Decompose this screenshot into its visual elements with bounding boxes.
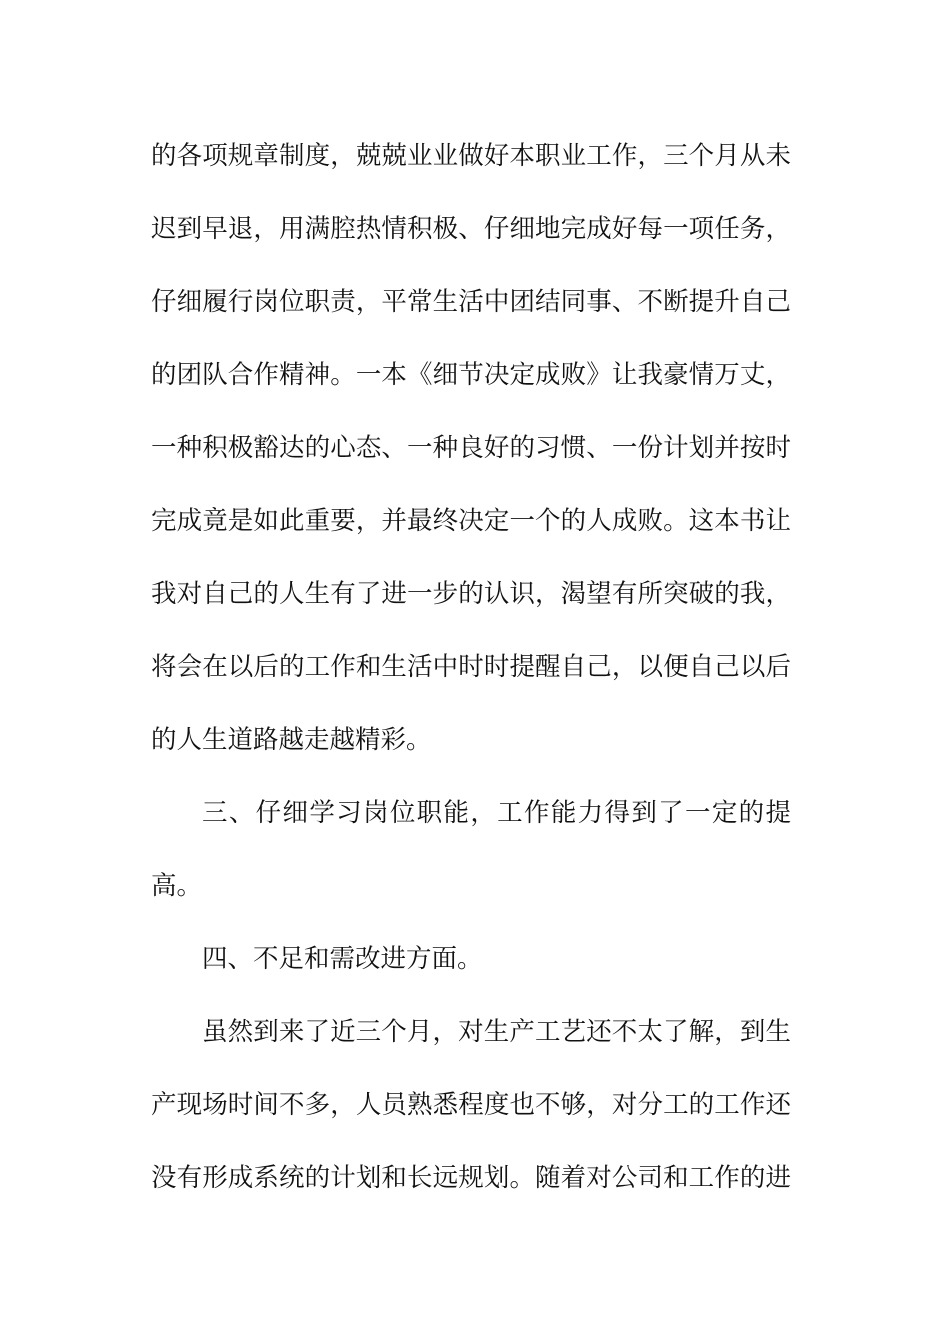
text-line: 我对自己的人生有了进一步的认识，渴望有所突破的我， [151, 579, 791, 609]
text-line: 一种积极豁达的心态、一种良好的习惯、一份计划并按时 [151, 433, 791, 463]
text-line: 的人生道路越走越精彩。 [151, 725, 432, 755]
document-body [151, 126, 791, 1221]
text-line: 产现场时间不多，人员熟悉程度也不够，对分工的工作还 [151, 1090, 791, 1120]
text-line: 高。 [151, 871, 203, 901]
text-line: 仔细履行岗位职责，平常生活中团结同事、不断提升自己 [151, 287, 791, 317]
text-line: 迟到早退，用满腔热情积极、仔细地完成好每一项任务， [151, 214, 791, 244]
text-line: 的团队合作精神。一本《细节决定成败》让我豪情万丈， [151, 360, 791, 390]
text-line: 的各项规章制度，兢兢业业做好本职业工作，三个月从未 [151, 141, 791, 171]
text-line: 将会在以后的工作和生活中时时提醒自己，以便自己以后 [151, 652, 791, 682]
text-line: 完成竟是如此重要，并最终决定一个的人成败。这本书让 [151, 506, 791, 536]
text-line: 虽然到来了近三个月，对生产工艺还不太了解，到生 [202, 1017, 791, 1047]
section-heading: 三、仔细学习岗位职能，工作能力得到了一定的提 [202, 798, 791, 828]
section-heading: 四、不足和需改进方面。 [202, 944, 483, 974]
text-line: 没有形成系统的计划和长远规划。随着对公司和工作的进 [151, 1163, 791, 1193]
